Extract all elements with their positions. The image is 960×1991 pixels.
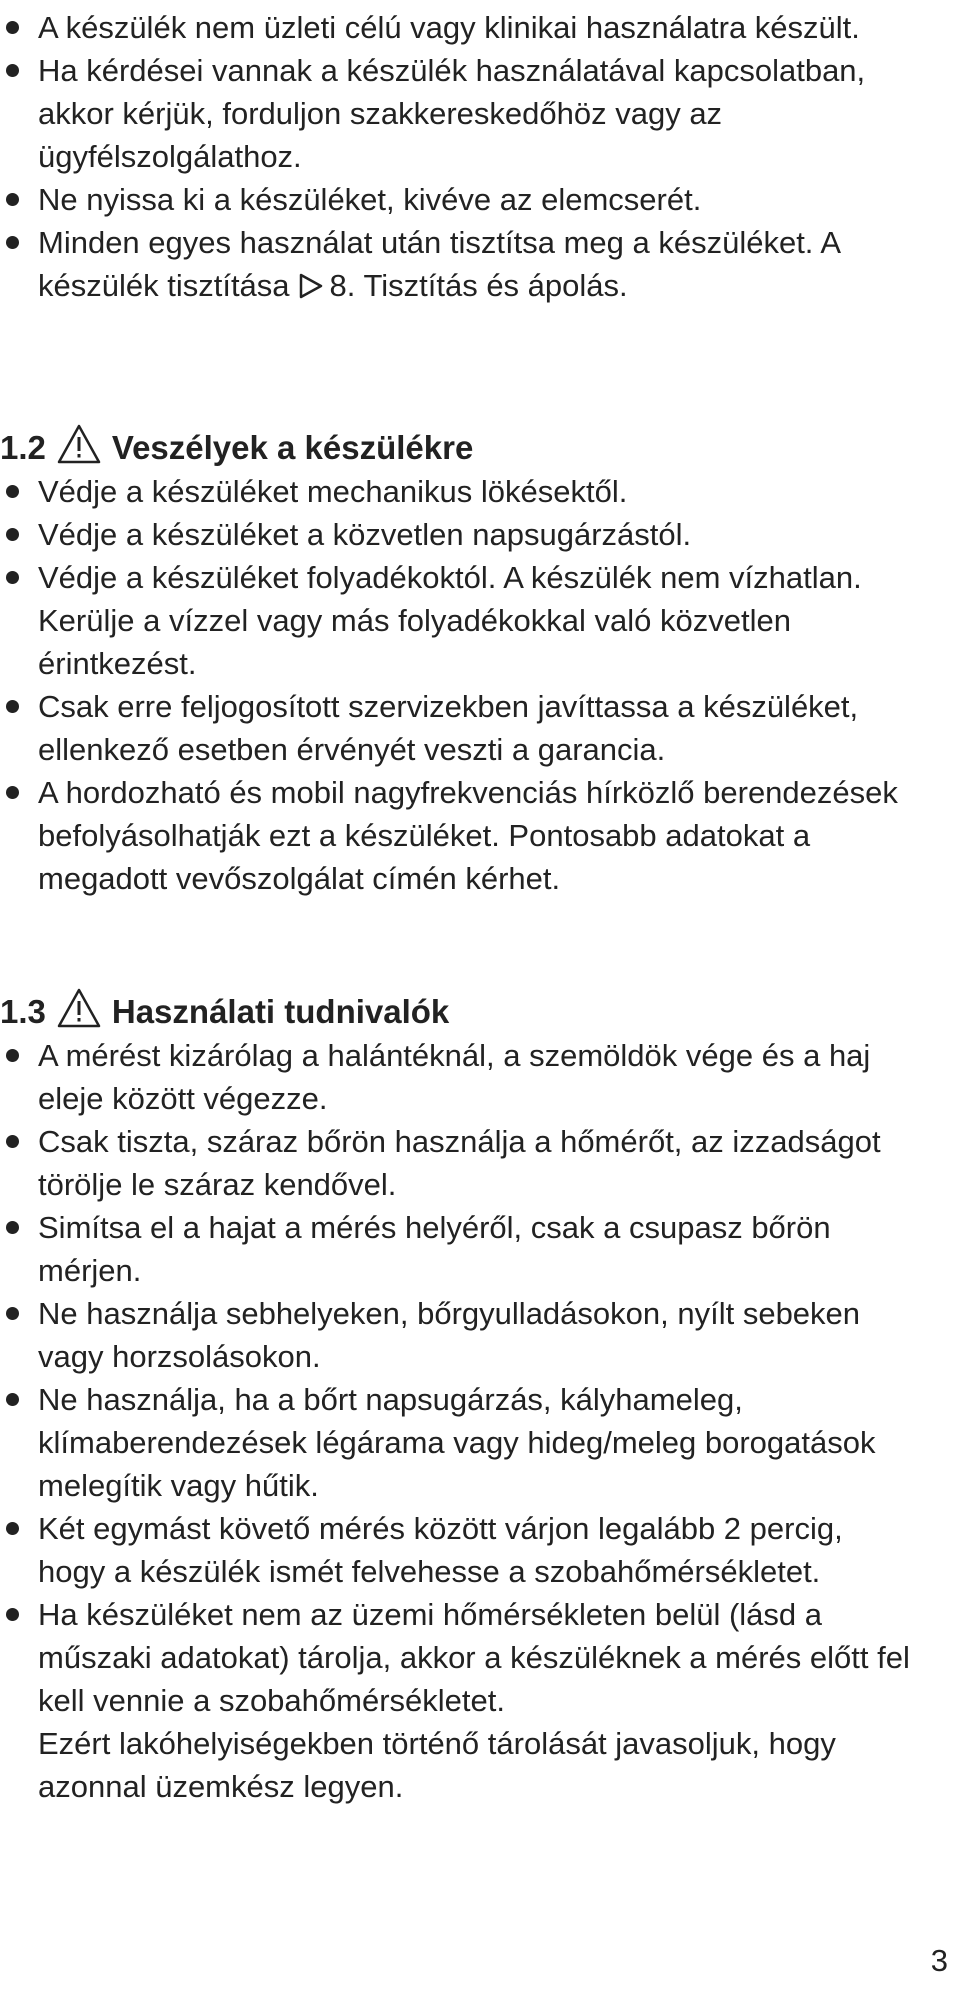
page-number: 3 bbox=[930, 1943, 948, 1978]
list-item-continuation: Ezért lakóhelyiségekben történő tárolását javasoljuk, hogy azonnal üzemkész legyen. bbox=[38, 1726, 836, 1804]
list-item bbox=[0, 49, 918, 178]
list-item-text: Két egymást követő mérés között várjon legalább 2 percig, hogy a készülék ismét felvehesse a szobahőmérsékletet. bbox=[38, 1511, 843, 1589]
bullet-icon bbox=[6, 21, 19, 34]
list-item bbox=[0, 513, 918, 556]
section-title: Veszélyek a készülékre bbox=[111, 429, 474, 466]
bullet-icon bbox=[6, 1608, 19, 1621]
bullet-icon bbox=[6, 485, 19, 498]
bullet-icon bbox=[6, 528, 19, 541]
bullet-icon bbox=[6, 193, 19, 206]
list-item bbox=[0, 6, 918, 49]
bullet-icon bbox=[6, 1135, 19, 1148]
bullet-icon bbox=[6, 64, 19, 77]
section-number: 1.3 bbox=[0, 993, 46, 1030]
list-item bbox=[0, 1206, 918, 1292]
list-item-text: A hordozható és mobil nagyfrekvenciás hírközlő berendezések befolyásolhatják ezt a készüléket. Pontosabb adatokat a megadott vevőszolgálat címén kérhet. bbox=[38, 775, 898, 896]
list-item bbox=[0, 1292, 918, 1378]
list-item-text: Ha készüléket nem az üzemi hőmérsékleten belül (lásd a műszaki adatokat) tárolja, akkor a készüléknek a mérés előtt fel kell vennie a szobahőmérsékletet. bbox=[38, 1597, 910, 1718]
list-item bbox=[0, 1593, 918, 1722]
list-item-text: Védje a készüléket a közvetlen napsugárzástól. bbox=[38, 517, 692, 552]
list-item-text: Védje a készüléket mechanikus lökésektől. bbox=[38, 474, 628, 509]
list-item-text: Ne használja, ha a bőrt napsugárzás, kályhameleg, klímaberendezések légárama vagy hideg/meleg borogatások melegítik vagy hűtik. bbox=[38, 1382, 876, 1503]
list-item bbox=[0, 685, 918, 771]
bullet-icon bbox=[6, 1307, 19, 1320]
list-item-text: A készülék nem üzleti célú vagy klinikai használatra készült. bbox=[38, 10, 860, 45]
warning-icon bbox=[56, 987, 102, 1037]
section-title: Használati tudnivalók bbox=[111, 993, 450, 1030]
list-item-text: Simítsa el a hajat a mérés helyéről, csak a csupasz bőrön mérjen. bbox=[38, 1210, 831, 1288]
list-item-text: Ne használja sebhelyeken, bőrgyulladásokon, nyílt sebeken vagy horzsolásokon. bbox=[38, 1296, 861, 1374]
list-item-text: Csak tiszta, száraz bőrön használja a hőmérőt, az izzadságot törölje le száraz kendővel. bbox=[38, 1124, 881, 1202]
section-number: 1.2 bbox=[0, 429, 46, 466]
cross-reference: 8. Tisztítás és ápolás. bbox=[329, 268, 628, 303]
safety-list-device-hazards bbox=[0, 470, 918, 900]
list-item bbox=[0, 1378, 918, 1507]
bullet-icon bbox=[6, 236, 19, 249]
list-item-text: A mérést kizárólag a halántéknál, a szemöldök vége és a haj eleje között végezze. bbox=[38, 1038, 871, 1116]
list-item bbox=[0, 1120, 918, 1206]
bullet-icon bbox=[6, 1522, 19, 1535]
usage-notes-list bbox=[0, 1034, 918, 1808]
list-item bbox=[0, 1034, 918, 1120]
list-item bbox=[0, 470, 918, 513]
list-item-text: Minden egyes használat után tisztítsa meg a készüléket. A készülék tisztítása bbox=[38, 225, 840, 303]
bullet-icon bbox=[6, 1049, 19, 1062]
list-item bbox=[0, 771, 918, 900]
list-item bbox=[0, 556, 918, 685]
list-item-text: Védje a készüléket folyadékoktól. A készülék nem vízhatlan. Kerülje a vízzel vagy más folyadékokkal való közvetlen érintkezést. bbox=[38, 560, 862, 681]
warning-icon bbox=[56, 423, 102, 473]
list-item bbox=[0, 178, 918, 221]
list-item bbox=[0, 221, 918, 310]
safety-list-top bbox=[0, 6, 918, 310]
section-heading-1-2 bbox=[0, 424, 473, 472]
list-item bbox=[0, 1507, 918, 1593]
bullet-icon bbox=[6, 571, 19, 584]
list-item-text: Ne nyissa ki a készüléket, kivéve az elemcserét. bbox=[38, 182, 702, 217]
bullet-icon bbox=[6, 786, 19, 799]
arrow-right-icon bbox=[298, 267, 324, 310]
bullet-icon bbox=[6, 1221, 19, 1234]
bullet-icon bbox=[6, 1393, 19, 1406]
list-item-text: Ha kérdései vannak a készülék használatával kapcsolatban, akkor kérjük, forduljon szakkereskedőhöz vagy az ügyfélszolgálathoz. bbox=[38, 53, 866, 174]
list-item-text: Csak erre feljogosított szervizekben javíttassa a készüléket, ellenkező esetben érvényét veszti a garancia. bbox=[38, 689, 859, 767]
bullet-icon bbox=[6, 700, 19, 713]
section-heading-1-3 bbox=[0, 988, 449, 1036]
